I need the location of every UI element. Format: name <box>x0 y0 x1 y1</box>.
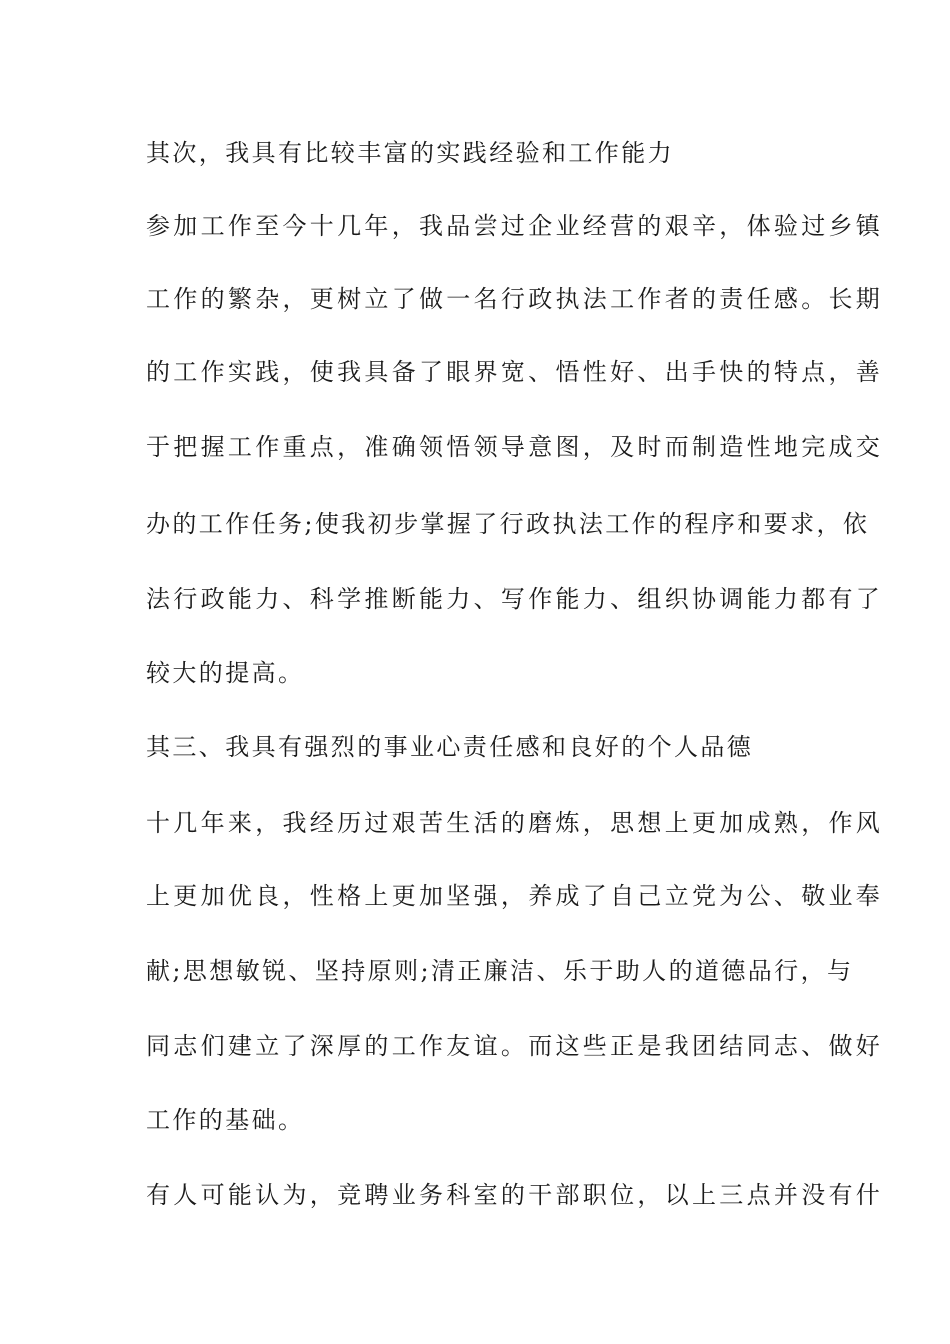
body-line: 有人可能认为，竞聘业务科室的干部职位，以上三点并没有什 <box>146 1181 884 1209</box>
body-line: 上更加优良，性格上更加坚强，养成了自己立党为公、敬业奉 <box>146 882 884 910</box>
body-line: 较大的提高。 <box>146 659 305 687</box>
body-line: 工作的基础。 <box>146 1106 305 1134</box>
body-line: 参加工作至今十几年，我品尝过企业经营的艰辛，体验过乡镇 <box>146 212 884 240</box>
body-line: 的工作实践，使我具备了眼界宽、悟性好、出手快的特点，善 <box>146 358 884 386</box>
section-heading-2: 其次，我具有比较丰富的实践经验和工作能力 <box>146 139 674 167</box>
body-line: 同志们建立了深厚的工作友谊。而这些正是我团结同志、做好 <box>146 1032 884 1060</box>
section-heading-3: 其三、我具有强烈的事业心责任感和良好的个人品德 <box>146 733 754 761</box>
body-line: 工作的繁杂，更树立了做一名行政执法工作者的责任感。长期 <box>146 285 884 313</box>
body-line: 办的工作任务;使我初步掌握了行政执法工作的程序和要求，依 <box>146 510 870 538</box>
body-line: 于把握工作重点，准确领悟领导意图，及时而制造性地完成交 <box>146 433 884 461</box>
body-line: 十几年来，我经历过艰苦生活的磨炼，思想上更加成熟，作风 <box>146 809 884 837</box>
body-line: 法行政能力、科学推断能力、写作能力、组织协调能力都有了 <box>146 585 884 613</box>
body-line: 献;思想敏锐、坚持原则;清正廉洁、乐于助人的道德品行，与 <box>146 957 854 985</box>
